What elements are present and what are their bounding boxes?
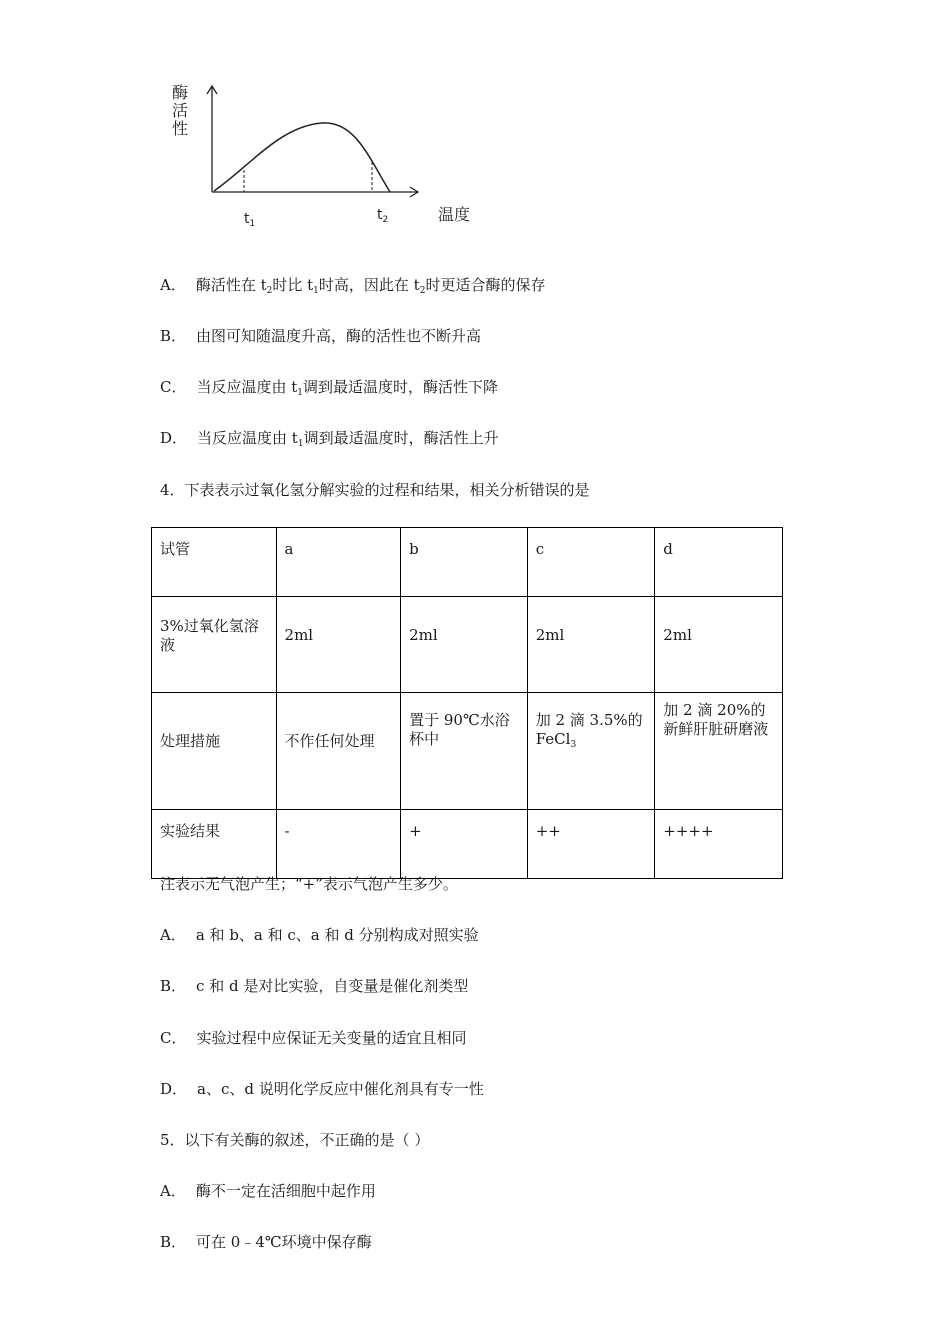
option-label: D．	[160, 1080, 188, 1098]
q4-note: 注表示无气泡产生；“+”表示气泡产生多少。	[160, 875, 458, 893]
option-label: C．	[160, 378, 187, 396]
option-label: A．	[160, 276, 186, 294]
table-row	[152, 528, 783, 597]
table-cell: 加 2 滴 20%的新鲜肝脏研磨液	[655, 693, 783, 810]
table-cell: 2ml	[527, 597, 655, 693]
t1-label: $t_1$	[244, 211, 256, 229]
table-cell: -	[276, 810, 401, 879]
x-axis-label: 温度	[438, 205, 471, 224]
option-label: B．	[160, 977, 187, 995]
table-cell: 2ml	[655, 597, 783, 693]
t2-label: $t_2$	[377, 207, 389, 225]
enzyme-activity-chart	[160, 78, 500, 238]
q5-option-a[interactable]: A． 酶不一定在活细胞中起作用	[160, 1182, 376, 1200]
table-cell: ++	[527, 810, 655, 879]
q4-option-a[interactable]: A． a 和 b、a 和 c、a 和 d 分别构成对照实验	[160, 926, 479, 944]
q4-option-d[interactable]: D． a、c、d 说明化学反应中催化剂具有专一性	[160, 1080, 484, 1098]
option-label: B．	[160, 327, 187, 345]
option-label: A．	[160, 926, 186, 944]
table-cell: 不作任何处理	[276, 693, 401, 810]
q3-option-d[interactable]: D． 当反应温度由 $t_1$调到最适温度时，酶活性上升	[160, 429, 499, 449]
q4-option-b[interactable]: B． c 和 d 是对比实验，自变量是催化剂类型	[160, 977, 469, 995]
option-label: C．	[160, 1029, 187, 1047]
y-axis-label: 酶活性	[172, 83, 189, 138]
table-cell: b	[401, 528, 528, 597]
q5-option-b[interactable]: B． 可在 0﹣4℃环境中保存酶	[160, 1233, 372, 1251]
option-label: A．	[160, 1182, 186, 1200]
table-row	[152, 597, 783, 693]
q4-option-c[interactable]: C． 实验过程中应保证无关变量的适宜且相同	[160, 1029, 467, 1047]
option-label: D．	[160, 429, 188, 447]
q3-option-b[interactable]: B． 由图可知随温度升高，酶的活性也不断升高	[160, 327, 482, 345]
table-cell: 试管	[152, 528, 277, 597]
table-cell: +	[401, 810, 528, 879]
table-cell: a	[276, 528, 401, 597]
table-cell: 加 2 滴 3.5%的 FeCl$_3$	[527, 693, 655, 810]
table-cell: 2ml	[401, 597, 528, 693]
table-cell: d	[655, 528, 783, 597]
activity-curve	[214, 123, 390, 192]
table-cell: ++++	[655, 810, 783, 879]
table-row	[152, 810, 783, 879]
table-cell: 2ml	[276, 597, 401, 693]
table-cell: 实验结果	[152, 810, 277, 879]
option-label: B．	[160, 1233, 187, 1251]
q3-option-a[interactable]: A． 酶活性在 $t_2$时比 $t_1$时高，因此在 $t_2$时更适合酶的保存	[160, 276, 546, 296]
table-cell: 处理措施	[152, 693, 277, 810]
table-cell: 置于 90℃水浴杯中	[401, 693, 528, 810]
q4-stem: 4．下表表示过氧化氢分解实验的过程和结果，相关分析错误的是	[160, 481, 590, 499]
table-row	[152, 693, 783, 810]
table-cell: 3%过氧化氢溶液	[152, 597, 277, 693]
table-cell: c	[527, 528, 655, 597]
q5-stem: 5．以下有关酶的叙述，不正确的是（ ）	[160, 1131, 430, 1149]
q3-option-c[interactable]: C． 当反应温度由 $t_1$调到最适温度时，酶活性下降	[160, 378, 499, 398]
experiment-table	[151, 527, 783, 879]
